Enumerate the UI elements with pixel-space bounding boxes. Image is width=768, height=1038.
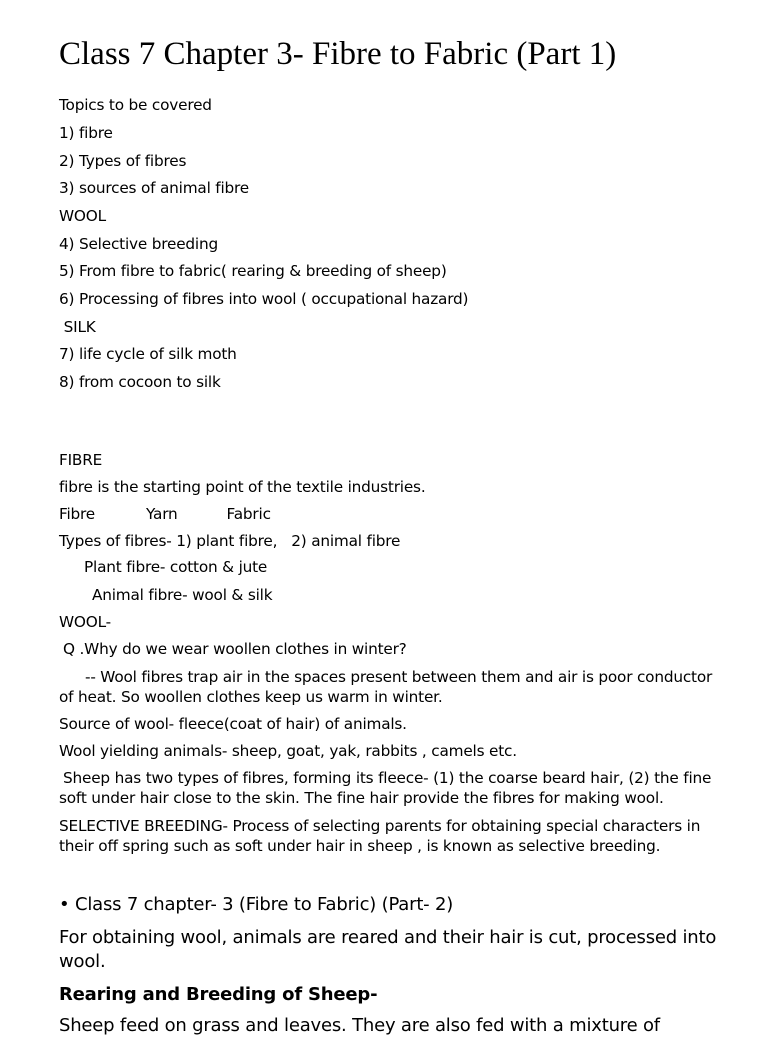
topic-item: WOOL <box>59 207 106 225</box>
topic-item: 6) Processing of fibres into wool ( occupational hazard) <box>59 290 469 308</box>
topic-item: 2) Types of fibres <box>59 152 187 170</box>
wool-animals: Wool yielding animals- sheep, goat, yak, rabbits , camels etc. <box>59 742 517 760</box>
wool-source: Source of wool- fleece(coat of hair) of animals. <box>59 715 407 733</box>
part2-heading-line <box>59 893 453 917</box>
topic-item: 5) From fibre to fabric( rearing & breeding of sheep) <box>59 262 447 280</box>
wool-heading: WOOL- <box>59 613 111 631</box>
cutoff-line: Sheep feed on grass and leaves. They are also fed with a mixture of <box>59 1015 660 1036</box>
selective-breeding: SELECTIVE BREEDING- Process of selecting parents for obtaining special characters in their off spring such as soft under hair in sheep , is known as selective breeding. <box>59 817 701 855</box>
flow-fibre: Fibre <box>59 505 96 523</box>
rearing-heading: Rearing and Breeding of Sheep- <box>59 984 378 1005</box>
topic-item: 7) life cycle of silk moth <box>59 345 237 363</box>
animal-fibre: Animal fibre- wool & silk <box>92 586 273 604</box>
fibre-types: Types of fibres- 1) plant fibre, 2) animal fibre <box>59 532 401 550</box>
fibre-definition: fibre is the starting point of the textile industries. <box>59 478 426 496</box>
part2-heading: Class 7 chapter- 3 (Fibre to Fabric) (Part- 2) <box>74 894 454 915</box>
page-title: Class 7 Chapter 3- Fibre to Fabric (Part 1) <box>59 36 617 72</box>
bullet-icon: • <box>59 894 70 915</box>
fibre-flow <box>59 504 271 524</box>
wool-answer: -- Wool fibres trap air in the spaces present between them and air is poor conductor of heat. So woollen clothes keep us warm in winter. <box>59 668 713 706</box>
part2-intro: For obtaining wool, animals are reared and their hair is cut, processed into wool. <box>59 927 717 972</box>
flow-fabric: Fabric <box>226 505 271 523</box>
document-page <box>59 0 739 1036</box>
topic-item: 8) from cocoon to silk <box>59 373 221 391</box>
plant-fibre: Plant fibre- cotton & jute <box>84 558 268 576</box>
wool-question: Q .Why do we wear woollen clothes in winter? <box>63 640 407 658</box>
fibre-heading: FIBRE <box>59 451 103 469</box>
topic-item: 1) fibre <box>59 124 113 142</box>
topic-item: SILK <box>59 318 96 336</box>
flow-yarn: Yarn <box>146 505 178 523</box>
topic-item: 3) sources of animal fibre <box>59 179 250 197</box>
topic-item: 4) Selective breeding <box>59 235 218 253</box>
topics-heading: Topics to be covered <box>59 96 212 114</box>
sheep-fibres: Sheep has two types of fibres, forming its fleece- (1) the coarse beard hair, (2) the fine soft under hair close to the skin. The fine hair provide the fibres for making wool. <box>59 769 712 807</box>
